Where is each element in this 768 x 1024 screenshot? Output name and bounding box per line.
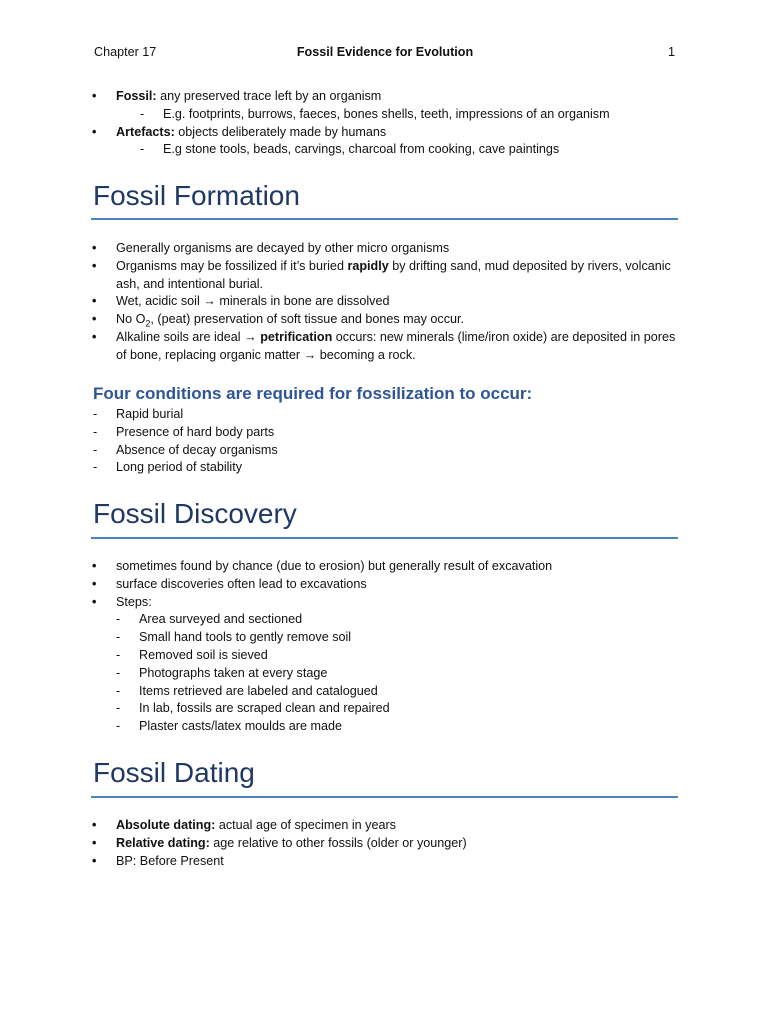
page-number: 1 (667, 45, 675, 59)
list-item: • Artefacts: objects deliberately made by humans (92, 124, 387, 139)
list-item: - Long period of stability (93, 460, 243, 475)
page-header (94, 44, 676, 62)
list-item: • Organisms may be fossilized if it’s buried rapidly by drifting sand, mud deposited by rivers, volcanic ash, and intentional burial. (92, 258, 671, 291)
heading-fossil-formation: Fossil Formation (93, 180, 678, 212)
list-item: - Items retrieved are labeled and catalogued (116, 683, 378, 698)
definition-fossil: any preserved trace left by an organism (156, 89, 382, 103)
list-item: - Photographs taken at every stage (116, 665, 328, 680)
list-item: • Alkaline soils are ideal → petrification occurs: new minerals (lime/iron oxide) are deposited in pores of bone, replacing organic matter → becoming a rock. (92, 329, 676, 362)
chapter-label: Chapter 17 (94, 45, 157, 59)
list-item: • No $O_2$, (peat) preservation of soft tissue and bones may occur. (92, 312, 465, 329)
list-item: • Absolute dating: actual age of specimen in years (92, 818, 396, 832)
formation-list (92, 240, 682, 365)
list-item: - Plaster casts/latex moulds are made (116, 719, 342, 734)
heading-rule (91, 218, 678, 220)
list-item: - Absence of decay organisms (93, 442, 278, 457)
list-item: - Presence of hard body parts (93, 424, 275, 439)
list-item: • Relative dating: age relative to other fossils (older or younger) (92, 835, 467, 850)
list-item: - Small hand tools to gently remove soil (116, 630, 352, 645)
list-item: - Area surveyed and sectioned (116, 612, 303, 627)
artefacts-example: E.g stone tools, beads, carvings, charcoal from cooking, cave paintings (163, 142, 560, 157)
arrow-icon: → (203, 294, 216, 309)
conditions-list (92, 406, 682, 477)
discovery-list (92, 558, 682, 736)
list-item: • sometimes found by chance (due to erosion) but generally result of excavation (92, 559, 553, 573)
fossil-example: E.g. footprints, burrows, faeces, bones shells, teeth, impressions of an organism (163, 106, 610, 121)
list-item: - E.g. footprints, burrows, faeces, bones shells, teeth, impressions of an organism (140, 106, 610, 121)
dating-list (92, 817, 682, 870)
term-fossil: Fossil: (116, 89, 157, 103)
list-item: • surface discoveries often lead to excavations (92, 576, 367, 591)
list-item: • Steps: (92, 594, 152, 609)
list-item: • Generally organisms are decayed by other micro organisms (92, 241, 450, 255)
heading-rule (91, 537, 678, 539)
intro-definitions (92, 88, 682, 159)
heading-rule (91, 796, 678, 798)
subheading-conditions: Four conditions are required for fossilization to occur: (93, 384, 533, 403)
list-item: • BP: Before Present (92, 853, 224, 868)
list-item: • Fossil: any preserved trace left by an organism (92, 89, 382, 103)
definition-artefacts: objects deliberately made by humans (174, 124, 387, 139)
arrow-icon: → (303, 347, 317, 362)
list-item: - Removed soil is sieved (116, 647, 268, 662)
heading-fossil-discovery: Fossil Discovery (93, 498, 678, 530)
heading-fossil-dating: Fossil Dating (93, 757, 678, 789)
term-artefacts: Artefacts: (116, 124, 175, 139)
list-item: - In lab, fossils are scraped clean and repaired (116, 701, 390, 716)
list-item: - Rapid burial (93, 407, 184, 421)
list-item: - E.g stone tools, beads, carvings, charcoal from cooking, cave paintings (140, 142, 560, 157)
arrow-icon: → (244, 329, 257, 344)
document-title: Fossil Evidence for Evolution (296, 45, 474, 59)
list-item: • Wet, acidic soil → minerals in bone are dissolved (92, 294, 390, 309)
